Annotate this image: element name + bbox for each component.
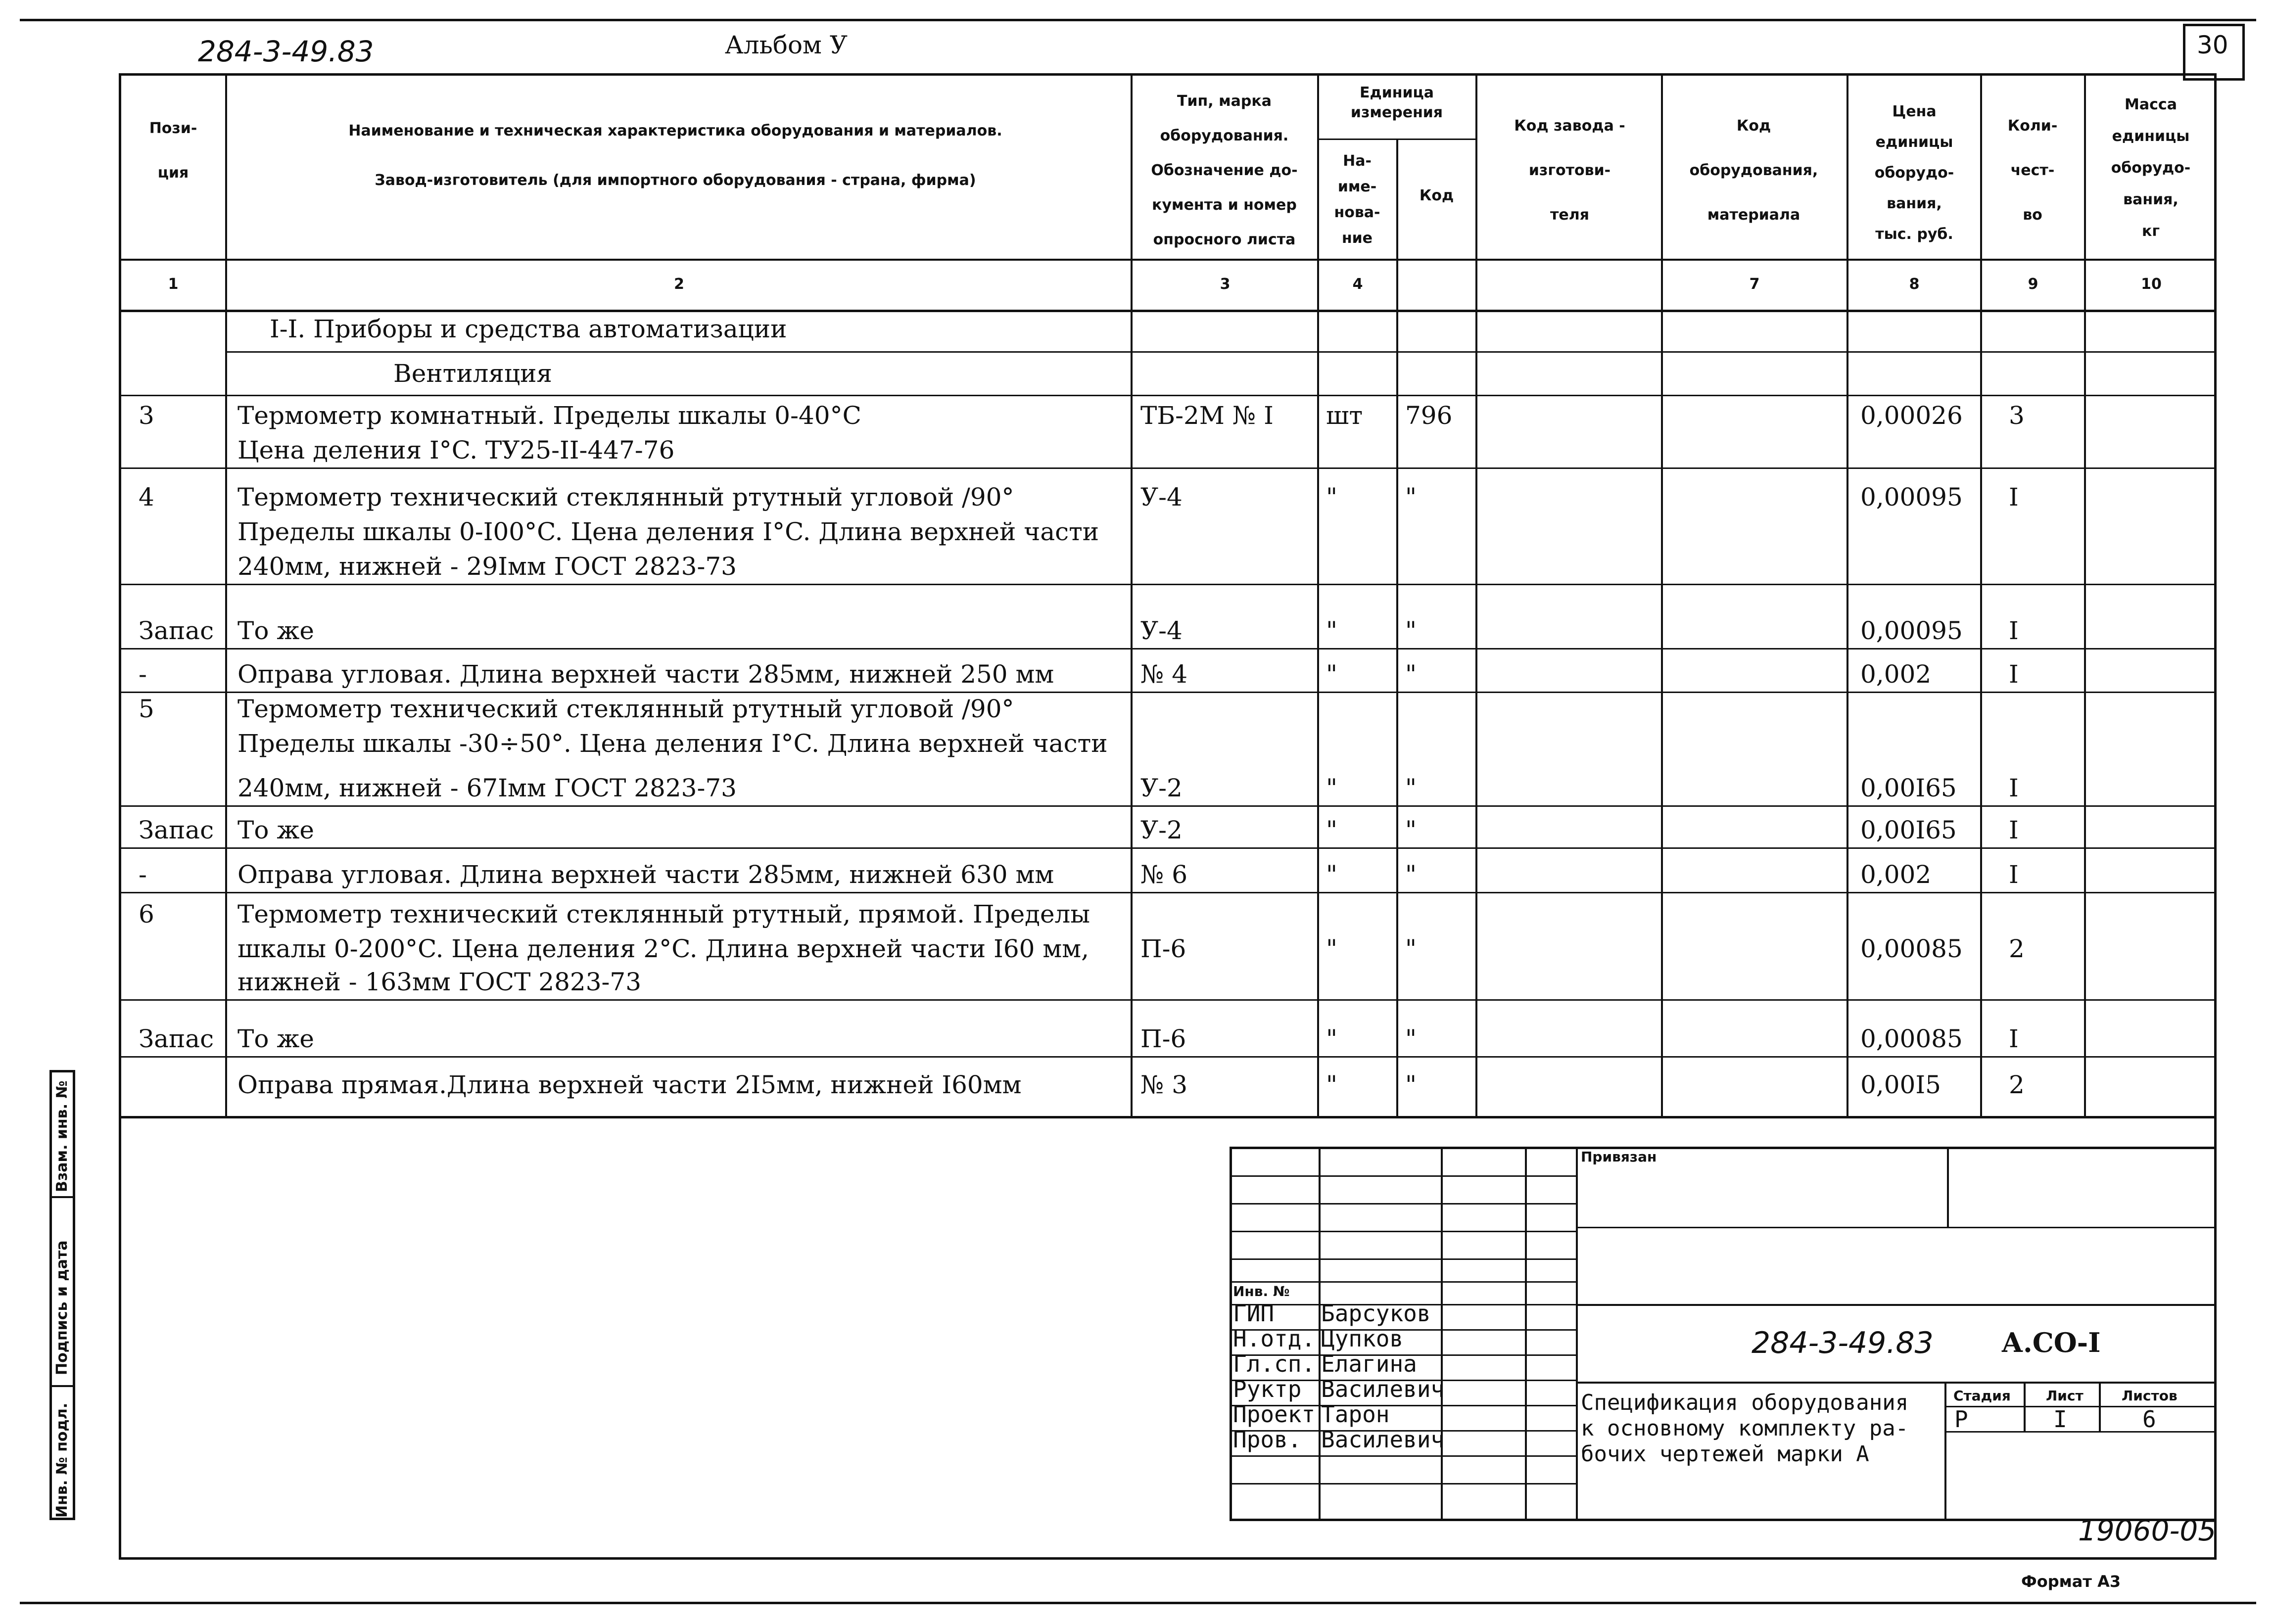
sheet-label: Лист	[2046, 1388, 2084, 1404]
row-3-name: Термометр технический стеклянный ртутный угловой /90°	[237, 483, 1014, 511]
stage-value: Р	[1954, 1406, 1968, 1433]
role-name-1: Барсуков	[1321, 1300, 1431, 1327]
row-1-qty: 3	[2009, 401, 2025, 430]
row-14-name: шкалы 0-200°C. Цена деления 2°C. Длина верхней части I60 мм,	[237, 934, 1089, 963]
role-5: Проект	[1233, 1401, 1316, 1428]
sheets-value: 6	[2142, 1406, 2156, 1433]
row-4-name: Пределы шкалы 0-I00°C. Цена деления I°C. Длина верхней части	[237, 517, 1099, 546]
stage-label: Стадия	[1953, 1388, 2011, 1404]
row-11-code: "	[1405, 816, 1417, 844]
col-number-1: 1	[168, 276, 179, 293]
row-6-price: 0,00095	[1860, 616, 1963, 645]
row-15-name: нижней - 163мм ГОСТ 2823-73	[237, 968, 642, 996]
row-16-qty: I	[2009, 1024, 2019, 1053]
row-12-pos: -	[139, 860, 147, 889]
row-11-pos: Запас	[139, 816, 214, 844]
role-2: Н.отд.	[1233, 1325, 1316, 1352]
row-3-price: 0,00095	[1860, 483, 1963, 511]
title-block-mark: А.СО-I	[2001, 1327, 2101, 1358]
role-name-5: Тарон	[1321, 1401, 1390, 1428]
row-6-pos: Запас	[139, 616, 214, 645]
row-11-price: 0,00I65	[1860, 816, 1957, 844]
row-1-code: 796	[1405, 401, 1453, 430]
col-number-2: 2	[674, 276, 684, 293]
row-16-type: П-6	[1140, 1024, 1186, 1053]
col-number-10: 10	[2141, 276, 2162, 293]
col-number-3: 3	[1220, 276, 1231, 293]
role-3: Гл.сп.	[1233, 1350, 1316, 1377]
role-name-6: Василевич	[1321, 1426, 1445, 1453]
album-label: Альбом У	[725, 31, 848, 59]
header-unit-name: На- име- нова- ние	[1334, 152, 1380, 247]
row-9-name: Пределы шкалы -30÷50°. Цена деления I°C. Длина верхней части	[237, 729, 1108, 758]
row-7-pos: -	[139, 660, 147, 689]
row-10-qty: I	[2009, 774, 2019, 802]
sheet-value: I	[2053, 1406, 2067, 1433]
col-number-9: 9	[2028, 276, 2038, 293]
row-7-name: Оправа угловая. Длина верхней части 285мм, нижней 250 мм	[237, 660, 1054, 689]
row-1-pos: 3	[139, 401, 154, 430]
role-name-2: Цупков	[1321, 1325, 1404, 1352]
row-17-type: № 3	[1140, 1070, 1188, 1099]
row-3-code: "	[1405, 483, 1417, 511]
row-7-unit: "	[1326, 660, 1337, 689]
row-14-code: "	[1405, 934, 1417, 963]
row-16-price: 0,00085	[1860, 1024, 1963, 1053]
role-1: ГИП	[1233, 1300, 1275, 1327]
row-3-pos: 4	[139, 483, 154, 511]
row-12-price: 0,002	[1860, 860, 1932, 889]
header-quantity: Коли- чест- во	[2007, 117, 2058, 224]
header-name: Наименование и техническая характеристика оборудования и материалов. Завод-изготовитель (для импортного оборудования - страна, фирма)	[348, 122, 1002, 189]
row-12-type: № 6	[1140, 860, 1188, 889]
header-type: Тип, марка оборудования. Обозначение до- кумента и номер опросного листа	[1151, 93, 1298, 248]
format-label: Формат А3	[2021, 1572, 2121, 1591]
row-12-code: "	[1405, 860, 1417, 889]
row-17-code: "	[1405, 1070, 1417, 1099]
row-5-name: 240мм, нижней - 29Iмм ГОСТ 2823-73	[237, 552, 737, 581]
row-8-name: Термометр технический стеклянный ртутный угловой /90°	[237, 695, 1014, 723]
row-10-type: У-2	[1140, 774, 1183, 802]
row-17-name: Оправа прямая.Длина верхней части 2I5мм, нижней I60мм	[237, 1070, 1022, 1099]
drawing-code-top: 284-3-49.83	[198, 35, 374, 68]
row-17-price: 0,00I5	[1860, 1070, 1941, 1099]
col-number-4: 4	[1352, 276, 1363, 293]
row-6-name: То же	[237, 616, 314, 645]
row-1-price: 0,00026	[1860, 401, 1963, 430]
subsection-title: Вентиляция	[393, 359, 552, 388]
row-16-code: "	[1405, 1024, 1417, 1053]
row-8-pos: 5	[139, 695, 154, 723]
row-13-pos: 6	[139, 900, 154, 928]
row-16-unit: "	[1326, 1024, 1337, 1053]
privyazan-label: Привязан	[1581, 1149, 1657, 1165]
row-10-code: "	[1405, 774, 1417, 802]
row-12-name: Оправа угловая. Длина верхней части 285мм, нижней 630 мм	[237, 860, 1054, 889]
side-stamp-inv-orig: Инв. № подл.	[53, 1402, 71, 1518]
header-mass: Масса единицы оборудо- вания, кг	[2111, 96, 2191, 240]
section-title: I-I. Приборы и средства автоматизации	[270, 315, 787, 343]
header-position: Пози- ция	[149, 120, 197, 182]
row-7-type: № 4	[1140, 660, 1188, 689]
row-11-name: То же	[237, 816, 314, 844]
row-1-type: ТБ-2М № I	[1140, 401, 1274, 430]
row-3-qty: I	[2009, 483, 2019, 511]
header-equipment-code: Код оборудования, материала	[1689, 117, 1818, 224]
row-6-qty: I	[2009, 616, 2019, 645]
row-2-name: Цена деления I°C. ТУ25-II-447-76	[237, 436, 675, 464]
row-1-name: Термометр комнатный. Пределы шкалы 0-40°C	[237, 401, 861, 430]
page-number: 30	[2197, 31, 2228, 59]
row-14-type: П-6	[1140, 934, 1186, 963]
row-7-price: 0,002	[1860, 660, 1932, 689]
side-stamp-inv-repl: Взам. инв. №	[53, 1080, 71, 1192]
sheets-label: Листов	[2122, 1388, 2178, 1404]
role-4: Руктр	[1233, 1376, 1302, 1402]
header-unit-code: Код	[1419, 187, 1454, 204]
title-block-code: 284-3-49.83	[1752, 1326, 1934, 1360]
row-6-type: У-4	[1140, 616, 1183, 645]
row-13-name: Термометр технический стеклянный ртутный, прямой. Пределы	[237, 900, 1090, 928]
side-stamp-sign-date: Подпись и дата	[53, 1240, 71, 1375]
row-7-qty: I	[2009, 660, 2019, 689]
row-11-unit: "	[1326, 816, 1337, 844]
row-17-unit: "	[1326, 1070, 1337, 1099]
row-10-unit: "	[1326, 774, 1337, 802]
document-title: Спецификация оборудования к основному комплекту ра- бочих чертежей марки А	[1581, 1390, 1909, 1467]
row-14-price: 0,00085	[1860, 934, 1963, 963]
row-12-unit: "	[1326, 860, 1337, 889]
row-11-qty: I	[2009, 816, 2019, 844]
col-number-8: 8	[1909, 276, 1920, 293]
col-number-7: 7	[1749, 276, 1760, 293]
role-name-3: Елагина	[1321, 1350, 1417, 1377]
row-17-qty: 2	[2009, 1070, 2025, 1099]
row-14-unit: "	[1326, 934, 1337, 963]
row-6-code: "	[1405, 616, 1417, 645]
row-12-qty: I	[2009, 860, 2019, 889]
row-6-unit: "	[1326, 616, 1337, 645]
archive-number: 19060-05	[2078, 1514, 2217, 1547]
header-unit: Единица измерения	[1350, 84, 1443, 121]
header-price: Цена единицы оборудо- вания, тыс. руб.	[1874, 103, 1954, 243]
row-14-qty: 2	[2009, 934, 2025, 963]
role-6: Пров.	[1233, 1426, 1302, 1453]
row-3-type: У-4	[1140, 483, 1183, 511]
row-3-unit: "	[1326, 483, 1337, 511]
row-10-price: 0,00I65	[1860, 774, 1957, 802]
row-16-name: То же	[237, 1024, 314, 1053]
header-manufacturer-code: Код завода - изготови- теля	[1514, 117, 1625, 224]
row-1-unit: шт	[1326, 401, 1363, 430]
inv-no-label: Инв. №	[1233, 1283, 1290, 1299]
row-10-name: 240мм, нижней - 67Iмм ГОСТ 2823-73	[237, 774, 737, 802]
row-11-type: У-2	[1140, 816, 1183, 844]
role-name-4: Василевич	[1321, 1376, 1445, 1402]
row-16-pos: Запас	[139, 1024, 214, 1053]
row-7-code: "	[1405, 660, 1417, 689]
